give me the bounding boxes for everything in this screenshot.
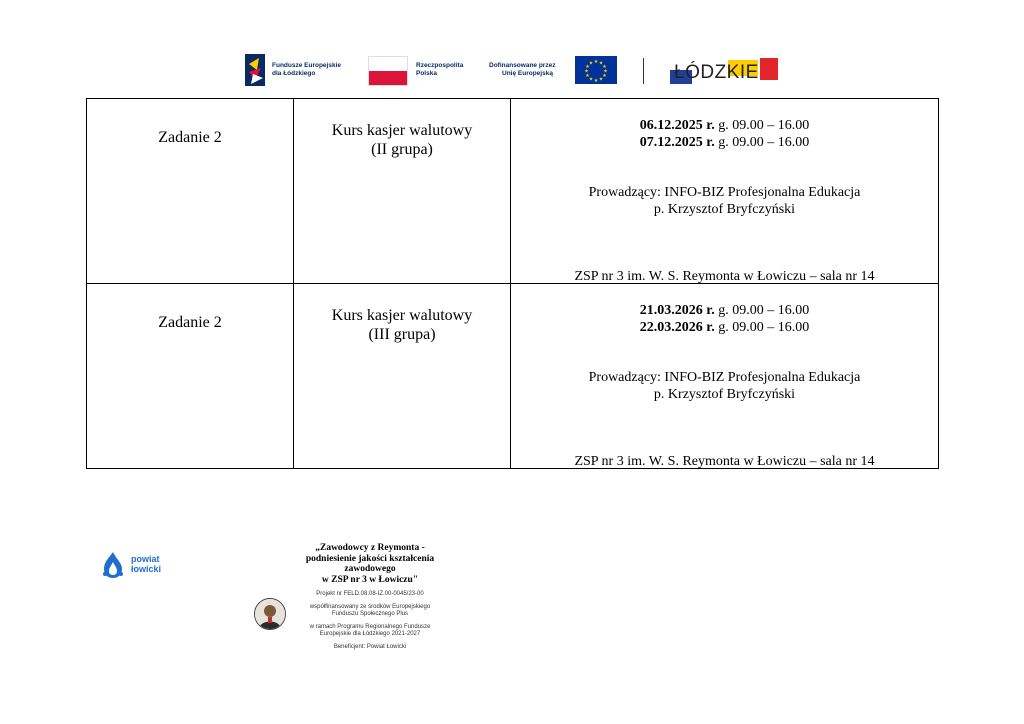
title-line: „Zawodowcy z Reymonta - bbox=[315, 543, 425, 553]
course-name: Kurs kasjer walutowy bbox=[331, 307, 473, 324]
instructor-name: p. Krzysztof Bryfczyński bbox=[653, 202, 796, 217]
powiat-logo bbox=[100, 550, 180, 584]
powiat-text bbox=[131, 554, 161, 574]
time: g. 09.00 – 16.00 bbox=[714, 135, 810, 150]
project-info bbox=[270, 543, 470, 651]
svg-text:★: ★ bbox=[603, 68, 608, 75]
instructor-company: Prowadzący: INFO-BIZ Profesjonalna Edukacja bbox=[588, 185, 861, 200]
svg-text:★: ★ bbox=[584, 68, 589, 75]
rp-logo-line1: Rzeczpospolita bbox=[416, 62, 464, 69]
instructor-company: Prowadzący: INFO-BIZ Profesjonalna Edukacja bbox=[588, 370, 861, 385]
title-line: zawodowego bbox=[344, 564, 396, 574]
svg-text:★: ★ bbox=[598, 76, 604, 83]
eu-logo bbox=[240, 50, 620, 90]
table-row bbox=[87, 284, 939, 469]
dates bbox=[511, 99, 938, 151]
logo-divider bbox=[643, 58, 644, 84]
details-cell bbox=[511, 99, 939, 284]
location: ZSP nr 3 im. W. S. Reymonta w Łowiczu – sala nr 14 bbox=[574, 454, 875, 469]
svg-text:★: ★ bbox=[602, 64, 607, 70]
powiat-line1: powiat bbox=[131, 554, 160, 564]
course-group: (III grupa) bbox=[368, 326, 436, 343]
svg-text:★: ★ bbox=[602, 73, 607, 79]
lodzkie-text: ŁÓDZKIE bbox=[674, 62, 759, 83]
lodzkie-logo bbox=[670, 56, 785, 86]
title-line: podniesienie jakości kształcenia bbox=[305, 553, 435, 564]
project-number: Projekt nr FELD.08.08-IZ.00-0045/23-00 bbox=[316, 591, 424, 597]
task-cell bbox=[87, 99, 294, 284]
svg-text:★: ★ bbox=[588, 76, 594, 83]
svg-text:★: ★ bbox=[598, 60, 604, 67]
cofund-line: Funduszu Społecznego Plus bbox=[331, 611, 409, 617]
schedule-table bbox=[86, 98, 939, 469]
date: 06.12.2025 r. bbox=[639, 118, 715, 133]
instructor-name: p. Krzysztof Bryfczyński bbox=[653, 387, 796, 402]
program-line: Europejskie dla Łódzkiego 2021-2027 bbox=[319, 631, 421, 637]
course-cell bbox=[294, 284, 511, 469]
cofund-line: współfinansowany ze środków Europejskiego bbox=[309, 603, 431, 610]
task-label: Zadanie 2 bbox=[158, 314, 222, 331]
project-title bbox=[270, 543, 470, 585]
svg-text:★: ★ bbox=[585, 73, 590, 79]
date: 07.12.2025 r. bbox=[639, 135, 715, 150]
svg-text:★: ★ bbox=[593, 59, 599, 65]
course-name: Kurs kasjer walutowy bbox=[331, 122, 473, 139]
table-row bbox=[87, 99, 939, 284]
instructor bbox=[511, 184, 938, 218]
time: g. 09.00 – 16.00 bbox=[714, 118, 810, 133]
logos-bar bbox=[240, 50, 785, 90]
program-line: w ramach Programu Regionalnego Fundusze bbox=[309, 623, 431, 630]
dates bbox=[511, 284, 938, 336]
location: ZSP nr 3 im. W. S. Reymonta w Łowiczu – sala nr 14 bbox=[574, 269, 875, 284]
beneficiary: Beneficjent: Powiat Łowicki bbox=[333, 643, 407, 650]
date: 21.03.2026 r. bbox=[639, 303, 715, 318]
task-cell bbox=[87, 284, 294, 469]
program-info bbox=[270, 624, 470, 639]
svg-text:★: ★ bbox=[588, 60, 594, 67]
date: 22.03.2026 r. bbox=[639, 320, 715, 335]
flame-icon bbox=[100, 550, 126, 580]
instructor bbox=[511, 369, 938, 403]
fe-logo-line1: Fundusze Europejskie bbox=[272, 62, 341, 69]
course-cell bbox=[294, 99, 511, 284]
rp-logo-line2: Polska bbox=[416, 70, 437, 77]
eu-logo-line1: Dofinansowane przez bbox=[489, 62, 556, 69]
details-cell bbox=[511, 284, 939, 469]
cofunding-info bbox=[270, 604, 470, 619]
svg-text:★: ★ bbox=[585, 64, 590, 70]
fe-logo-line2: dla Łódzkiego bbox=[272, 70, 316, 77]
eu-logo-line2: Unię Europejską bbox=[502, 70, 553, 77]
task-label: Zadanie 2 bbox=[158, 129, 222, 146]
time: g. 09.00 – 16.00 bbox=[714, 303, 810, 318]
title-line: w ZSP nr 3 w Łowiczu" bbox=[321, 574, 419, 585]
time: g. 09.00 – 16.00 bbox=[714, 320, 810, 335]
powiat-line2: łowicki bbox=[131, 564, 162, 574]
svg-text:★: ★ bbox=[593, 78, 599, 84]
eu-flag-icon bbox=[575, 56, 617, 84]
course-group: (II grupa) bbox=[371, 141, 433, 158]
